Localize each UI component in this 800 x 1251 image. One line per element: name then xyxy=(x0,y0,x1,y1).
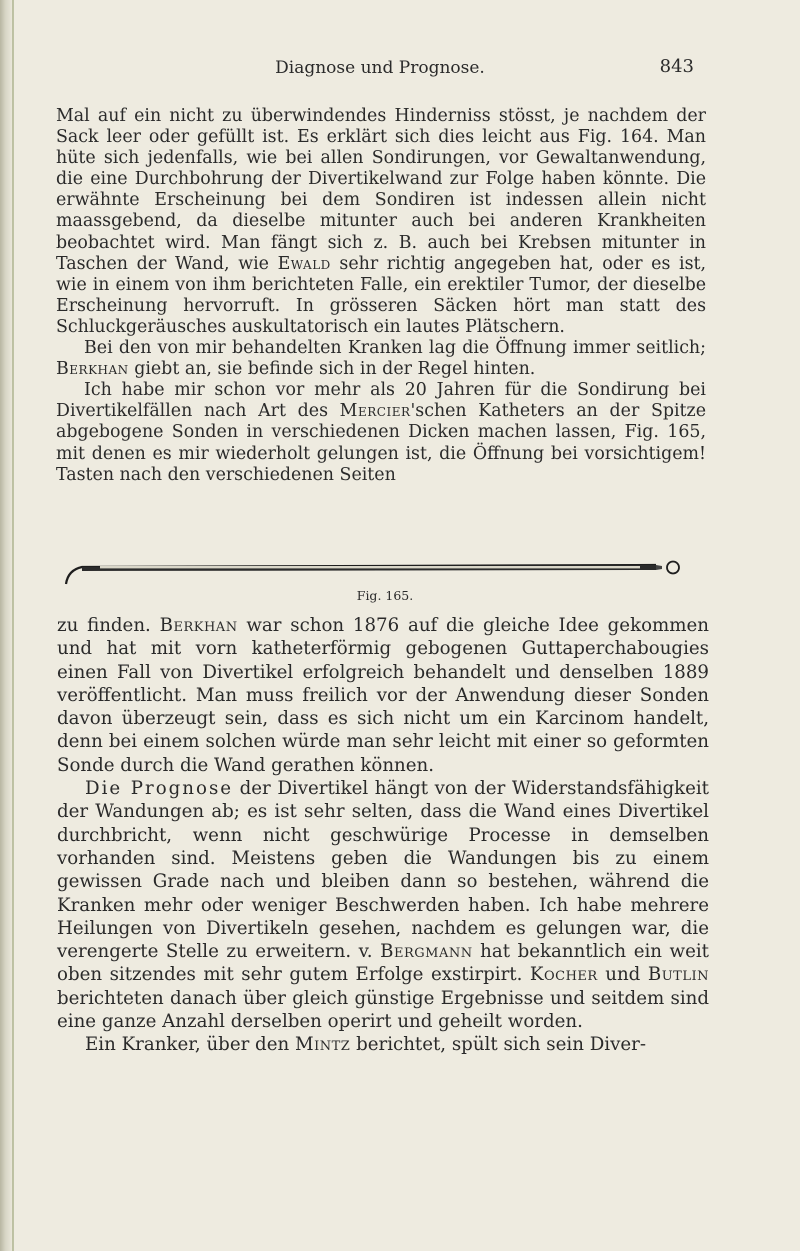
author-name: Mercier xyxy=(339,401,411,422)
bent-probe-illustration xyxy=(60,556,710,586)
author-name: Ewald xyxy=(277,253,331,274)
page-header xyxy=(0,58,800,86)
page-number: 843 xyxy=(659,56,694,77)
author-name: Kocher xyxy=(529,964,598,986)
paragraph: Bei den von mir behandelten Kranken lag die Öffnung immer seitlich; Berkhan giebt an, sie befinde sich in der Regel hinten. xyxy=(56,338,706,380)
author-name: Berkhan xyxy=(56,359,129,380)
paragraph: Mal auf ein nicht zu überwindendes Hinderniss stösst, je nachdem der Sack leer oder gefüllt ist. Es erklärt sich dies leicht aus Fig. 164. Man hüte sich jedenfalls, wie bei allen Sondirungen, vor Gewaltanwendung, die eine Durchbohrung der Divertikelwand zur Folge haben könnte. Die erwähnte Erscheinung bei dem Sondiren ist indessen allein nicht maassgebend, da dieselbe mitunter auch bei anderen Krankheiten beobachtet wird. Man fängt sich z. B. auch bei Krebsen mitunter in Taschen der Wand, wie Ewald sehr richtig angegeben hat, oder es ist, wie in einem von ihm berichteten Falle, ein erektiler Tumor, der dieselbe Erscheinung hervorruft. In grösseren Säcken hört man statt des Schluckgeräusches auskultatorisch ein lautes Plätschern. xyxy=(56,106,707,337)
paragraph: Ein Kranker, über den Mintz berichtet, spült sich sein Diver- xyxy=(85,1034,646,1056)
paragraph: Die Prognose der Divertikel hängt von der Widerstandsfähigkeit der Wandungen ab; es ist sehr selten, dass die Wand eines Divertikel durchbricht, wenn nicht geschwürige Processe in demselben vorhanden sind. Meistens geben die Wandungen bis zu einem gewissen Grade nach und bleiben dann so bestehen, während die Kranken mehr oder weniger Beschwerden haben. Ich habe mehrere Heilungen von Divertikeln gesehen, nachdem es gelungen war, die verengerte Stelle zu erweitern. v. Bergmann hat bekanntlich ein weit oben sitzendes mit sehr gutem Erfolge exstirpirt. Kocher und Butlin berichteten danach über gleich günstige Ergebnisse und seitdem sind eine ganze Anzahl derselben operirt und geheilt worden. xyxy=(57,778,709,1033)
paragraph: Ich habe mir schon vor mehr als 20 Jahren für die Sondirung bei Divertikelfällen nach Art des Mercier'schen Katheters an der Spitze abgebogene Sonden in verschiedenen Dicken machen lassen, Fig. 165, mit denen es mir wiederholt gelungen ist, die Öffnung bei vorsichtigem! Tasten nach den verschiedenen Seiten xyxy=(56,380,706,485)
figure-165 xyxy=(60,556,710,612)
figure-caption: Fig. 165. xyxy=(356,588,414,603)
author-name: Mintz xyxy=(294,1034,351,1056)
paragraph: zu finden. Berkhan war schon 1876 auf die gleiche Idee gekommen und hat mit vorn katheterförmig gebogenen Guttaperchabougies einen Fall von Divertikel erfolgreich behandelt und denselben 1889 veröffentlicht. Man muss freilich vor der Anwendung dieser Sonden davon überzeugt sein, dass es sich nicht um ein Karcinom handelt, denn bei einem solchen würde man sehr leicht mit einer so geformten Sonde durch die Wand gerathen können. xyxy=(57,615,710,776)
author-name: Butlin xyxy=(647,964,709,986)
running-title: Diagnose und Prognose. xyxy=(275,58,485,78)
page-binding-line xyxy=(12,0,14,1251)
author-name: Bergmann xyxy=(380,941,473,963)
text-block-bottom xyxy=(57,614,709,1057)
text-block-top xyxy=(56,106,706,486)
section-keyword: Die Prognose xyxy=(85,778,234,800)
author-name: Berkhan xyxy=(159,615,238,636)
